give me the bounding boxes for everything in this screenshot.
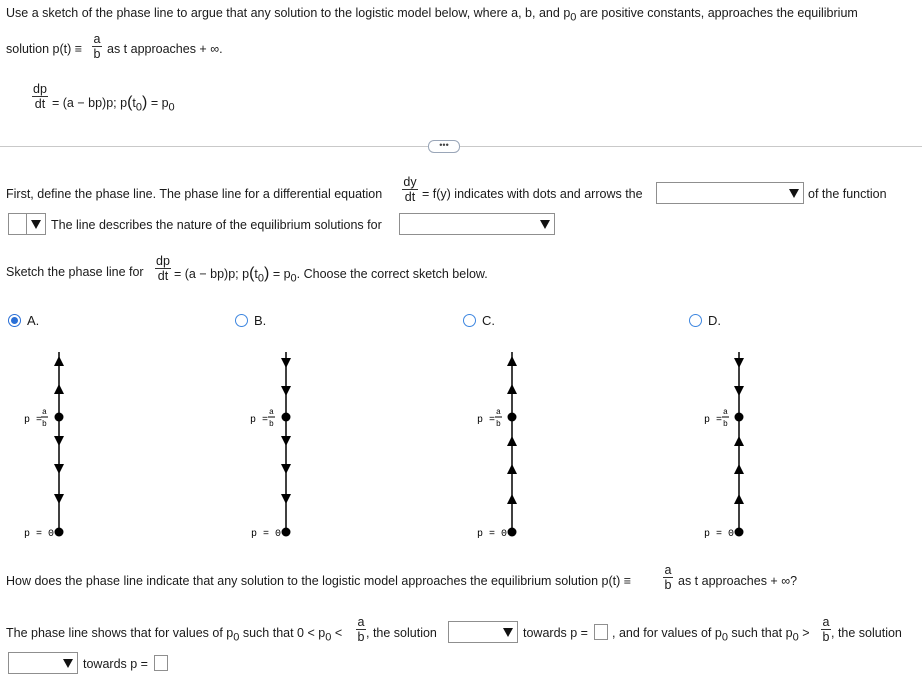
fraction-a-over-b-q4b: a b <box>822 615 830 644</box>
function-type-dropdown[interactable] <box>8 213 46 235</box>
prompt-line1: Use a sketch of the phase line to argue that any solution to the logistic model below, where a, b, and <box>6 6 560 20</box>
fraction-a-over-b-q3: a b <box>664 563 672 592</box>
arrow-down-icon <box>281 494 291 504</box>
option-a-label: A. <box>27 313 40 328</box>
svg-text:b: b <box>269 420 274 429</box>
q4-text-d: , and for values of $p_0$ such that $p_0$ > <box>612 626 810 644</box>
svg-text:a: a <box>496 408 501 417</box>
arrow-down-icon <box>54 436 64 446</box>
p-zero-label: p = 0 <box>251 529 282 540</box>
arrow-down-icon <box>281 358 291 368</box>
option-b-label: B. <box>254 313 267 328</box>
q1-text-a: First, define the phase line. The phase line for a differential equation <box>6 187 383 201</box>
limit-input-2[interactable] <box>154 655 168 671</box>
svg-text:b: b <box>496 420 501 429</box>
svg-text:b: b <box>42 420 47 429</box>
chevron-down-icon <box>31 220 41 229</box>
arrow-up-icon <box>507 356 517 366</box>
chevron-down-icon <box>789 189 799 198</box>
limit-input-1[interactable] <box>594 624 608 640</box>
arrow-up-icon <box>54 384 64 394</box>
solution-behavior-dropdown-2[interactable] <box>8 652 78 674</box>
arrow-up-icon <box>507 464 517 474</box>
option-c-radio[interactable] <box>463 314 476 327</box>
expand-more-button[interactable]: ••• <box>428 140 460 153</box>
p0-symbol: $p_0$ <box>563 6 577 24</box>
arrow-down-icon <box>734 386 744 396</box>
chevron-down-icon <box>540 220 550 229</box>
q4-text-a: The phase line shows that for values of $p_0$ such that $0 < p_0$ < <box>6 626 343 644</box>
prompt-text <box>6 6 858 24</box>
section-divider <box>0 146 922 147</box>
p-zero-label: p = 0 <box>477 529 508 540</box>
q2-text-a: Sketch the phase line for <box>6 265 144 279</box>
prompt-line1-end: are positive constants, approaches the equilibrium <box>579 6 858 20</box>
phase-line-c <box>477 352 517 540</box>
q4-text-c: , the solution <box>366 626 437 640</box>
phase-line-a <box>24 352 64 540</box>
option-d-label: D. <box>708 313 721 328</box>
phase-line-b <box>250 352 291 540</box>
arrow-up-icon <box>734 494 744 504</box>
svg-text:a: a <box>42 408 47 417</box>
dy-dt-fraction: dy dt <box>403 175 417 204</box>
dp-dt-fraction-q2: dp dt <box>156 254 170 283</box>
arrow-down-icon <box>54 464 64 474</box>
fraction-a-over-b: a b <box>93 32 101 61</box>
svg-text:a: a <box>723 408 728 417</box>
q3-text-b: as t approaches + ∞? <box>678 574 798 588</box>
arrow-up-icon <box>507 436 517 446</box>
q2-equation: = (a − bp)p; $p(t_0) = p_0$. Choose the correct sketch below. <box>174 265 488 285</box>
q4-text-f: , the solution <box>831 626 902 640</box>
arrow-down-icon <box>54 494 64 504</box>
p-zero-label: p = 0 <box>24 529 55 540</box>
arrow-down-icon <box>281 386 291 396</box>
arrow-up-icon <box>54 356 64 366</box>
p-eq-label: p = <box>250 415 269 426</box>
phase-line-indicates-dropdown[interactable] <box>656 182 804 204</box>
svg-text:a: a <box>269 408 274 417</box>
q4-towards-1: towards p = <box>523 626 588 640</box>
option-a-radio[interactable] <box>8 314 21 327</box>
chevron-down-icon <box>503 628 513 637</box>
fraction-a-over-b-q4: a b <box>357 615 365 644</box>
dp-dt-fraction: dp dt <box>33 82 47 111</box>
logistic-equation: = (a − bp)p; $p(t_0) = p_0$ <box>52 94 175 114</box>
arrow-down-icon <box>734 358 744 368</box>
arrow-down-icon <box>281 464 291 474</box>
arrow-down-icon <box>281 436 291 446</box>
equilibrium-nature-dropdown[interactable] <box>399 213 555 235</box>
option-c-label: C. <box>482 313 495 328</box>
prompt-line2-b: as t approaches + ∞. <box>107 42 223 56</box>
q1-text-c: of the function <box>808 187 887 201</box>
q3-text-a: How does the phase line indicate that any solution to the logistic model approaches the equilibrium solution p(t) ≡ <box>6 574 632 588</box>
arrow-up-icon <box>507 384 517 394</box>
phase-line-sketches <box>0 340 922 550</box>
q1-text-d: The line describes the nature of the equilibrium solutions for <box>51 218 382 232</box>
p-eq-label: p = <box>477 415 496 426</box>
option-d-radio[interactable] <box>689 314 702 327</box>
arrow-up-icon <box>734 464 744 474</box>
solution-behavior-dropdown-1[interactable] <box>448 621 518 643</box>
q1-text-b: = f(y) indicates with dots and arrows the <box>422 187 643 201</box>
arrow-up-icon <box>734 436 744 446</box>
option-b-radio[interactable] <box>235 314 248 327</box>
p-eq-label: p = <box>24 415 43 426</box>
prompt-line2-a: solution p(t) ≡ <box>6 42 83 56</box>
arrow-up-icon <box>507 494 517 504</box>
chevron-down-icon <box>63 659 73 668</box>
p-eq-label: p = <box>704 415 723 426</box>
svg-text:b: b <box>723 420 728 429</box>
q4-towards-2: towards p = <box>83 657 148 671</box>
phase-line-d <box>704 352 744 540</box>
p-zero-label: p = 0 <box>704 529 735 540</box>
